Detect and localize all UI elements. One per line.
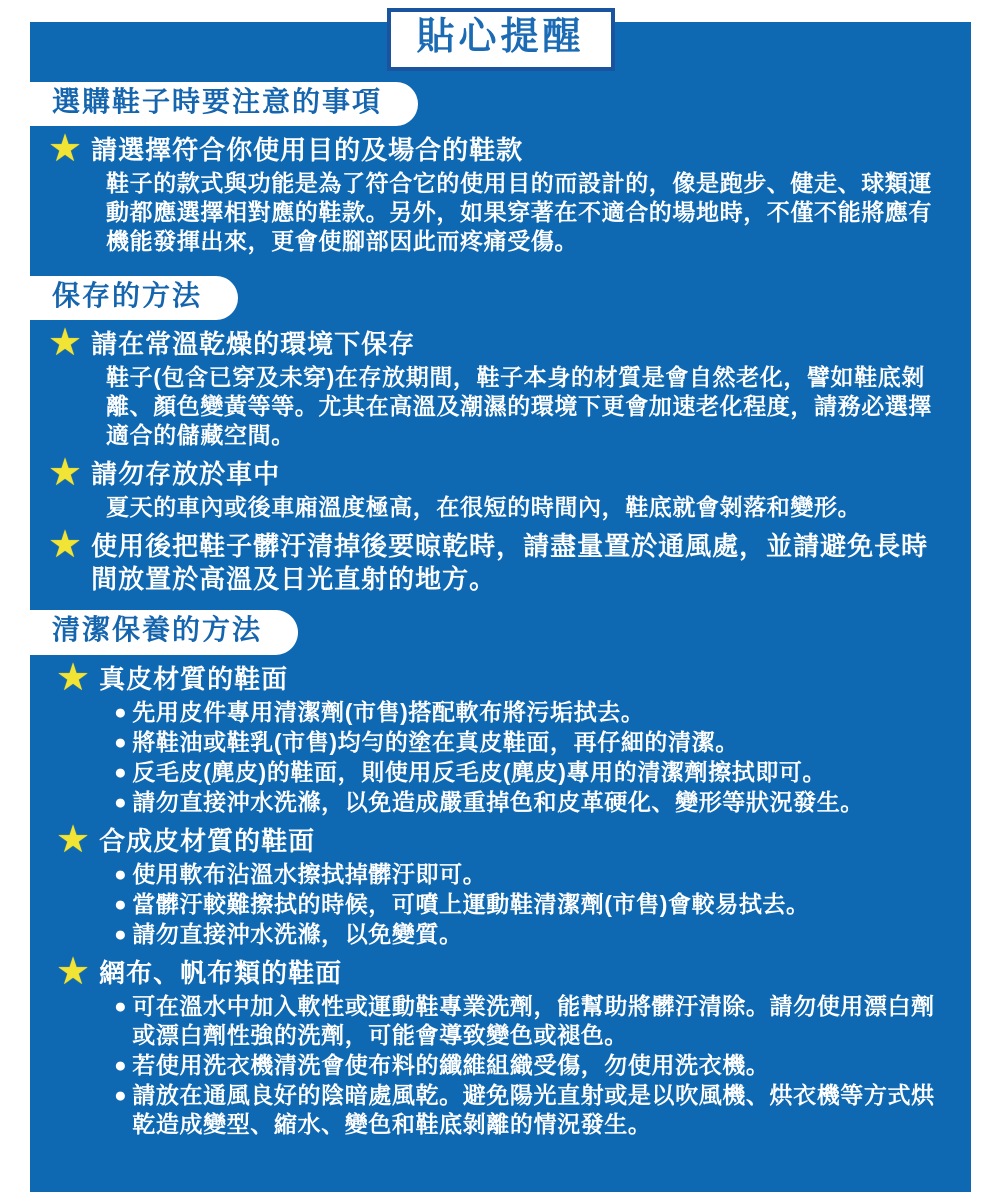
list-item [114, 1081, 943, 1139]
synthetic-leather-bullet-list [30, 860, 971, 949]
tip-title: 網布、帆布類的鞋面 [99, 957, 343, 988]
bullet-dot-icon: ● [114, 892, 128, 916]
star-icon: ★ [48, 452, 84, 495]
panel-content [30, 22, 971, 1139]
section-cleaning [30, 598, 971, 1138]
page-title-text: 貼心提醒 [416, 16, 585, 58]
section-shopping [30, 82, 971, 256]
section-heading-shopping [30, 82, 418, 126]
section-heading-cleaning [30, 610, 298, 654]
bullet-dot-icon: ● [114, 730, 128, 754]
list-item-text: 請勿直接沖水洗滌，以免變質。 [132, 920, 463, 947]
tip-store-dry [48, 322, 943, 365]
tip-mesh-canvas [56, 950, 943, 993]
page-title [386, 8, 614, 71]
tip-title: 請在常溫乾燥的環境下保存 [91, 329, 416, 360]
list-item-text: 將鞋油或鞋乳(市售)均勻的塗在真皮鞋面，再仔細的清潔。 [132, 728, 739, 755]
list-item-text: 先用皮件專用清潔劑(市售)搭配軟布將污垢拭去。 [132, 698, 645, 725]
bullet-dot-icon: ● [114, 790, 128, 814]
bullet-dot-icon: ● [114, 1053, 128, 1077]
tip-synthetic-leather [56, 818, 943, 861]
tip-title: 請選擇符合你使用目的及場合的鞋款 [91, 135, 524, 166]
tip-choose-proper-shoes-body: 鞋子的款式與功能是為了符合它的使用目的而設計的，像是跑步、健走、球類運動都應選擇相對應的鞋款。另外，如果穿著在不適合的場地時，不僅不能將應有機能發揮出來，更會使腳部因此而疼痛受傷。 [106, 170, 932, 255]
reminder-panel [30, 16, 971, 1192]
tip-choose-proper-shoes [48, 128, 943, 171]
list-item-text: 若使用洗衣機清洗會使布料的纖維組織受傷，勿使用洗衣機。 [132, 1051, 770, 1078]
star-icon: ★ [56, 656, 92, 699]
bullet-dot-icon: ● [114, 760, 128, 784]
tip-title: 使用後把鞋子髒汙清掉後要晾乾時，請盡量置於通風處，並請避免長時間放置於高溫及日光直射的地方。 [91, 531, 929, 595]
genuine-leather-bullet-list [30, 698, 971, 817]
section-heading-text: 清潔保養的方法 [52, 614, 263, 646]
list-item [114, 920, 943, 949]
tip-title: 請勿存放於車中 [91, 459, 281, 490]
list-item [114, 860, 943, 889]
section-heading-text: 選購鞋子時要注意的事項 [52, 86, 383, 117]
list-item-text: 使用軟布沾溫水擦拭掉髒汙即可。 [132, 860, 487, 887]
bullet-dot-icon: ● [114, 994, 128, 1018]
list-item [114, 728, 943, 757]
tip-title: 合成皮材質的鞋面 [99, 825, 316, 856]
list-item [114, 890, 943, 919]
list-item [114, 698, 943, 727]
tip-title: 真皮材質的鞋面 [99, 663, 289, 694]
tip-no-car-storage [48, 452, 943, 495]
list-item [114, 992, 943, 1050]
star-icon: ★ [48, 322, 84, 365]
list-item-text: 可在溫水中加入軟性或運動鞋專業洗劑，能幫助將髒汙清除。請勿使用漂白劑或漂白劑性強的洗劑，可能會導致變色或褪色。 [132, 992, 935, 1048]
section-storage [30, 264, 971, 596]
star-icon: ★ [48, 128, 84, 171]
section-heading-text: 保存的方法 [52, 280, 203, 312]
list-item-text: 當髒汙較難擦拭的時候，可噴上運動鞋清潔劑(市售)會較易拭去。 [132, 890, 810, 917]
list-item [114, 758, 943, 787]
list-item-text: 反毛皮(麂皮)的鞋面，則使用反毛皮(麂皮)專用的清潔劑擦拭即可。 [132, 758, 827, 785]
bullet-dot-icon: ● [114, 1083, 128, 1107]
mesh-canvas-bullet-list [30, 992, 971, 1139]
list-item [114, 788, 943, 817]
tip-dry-ventilated [48, 524, 943, 596]
list-item [114, 1051, 943, 1080]
star-icon: ★ [56, 818, 92, 861]
tip-no-car-storage-body: 夏天的車內或後車廂溫度極高，在很短的時間內，鞋底就會剝落和變形。 [106, 494, 862, 521]
tip-store-dry-body: 鞋子(包含已穿及未穿)在存放期間，鞋子本身的材質是會自然老化，譬如鞋底剝離、顏色變黃等等。尤其在高溫及潮濕的環境下更會加速老化程度，請務必選擇適合的儲藏空間。 [106, 364, 932, 449]
list-item-text: 請勿直接沖水洗滌，以免造成嚴重掉色和皮革硬化、變形等狀況發生。 [132, 788, 864, 815]
bullet-dot-icon: ● [114, 862, 128, 886]
bullet-dot-icon: ● [114, 700, 128, 724]
star-icon: ★ [48, 524, 84, 567]
section-heading-storage [30, 276, 238, 320]
tip-genuine-leather [56, 656, 943, 699]
star-icon: ★ [56, 950, 92, 993]
bullet-dot-icon: ● [114, 922, 128, 946]
list-item-text: 請放在通風良好的陰暗處風乾。避免陽光直射或是以吹風機、烘衣機等方式烘乾造成變型、縮水、變色和鞋底剝離的情況發生。 [132, 1081, 935, 1137]
